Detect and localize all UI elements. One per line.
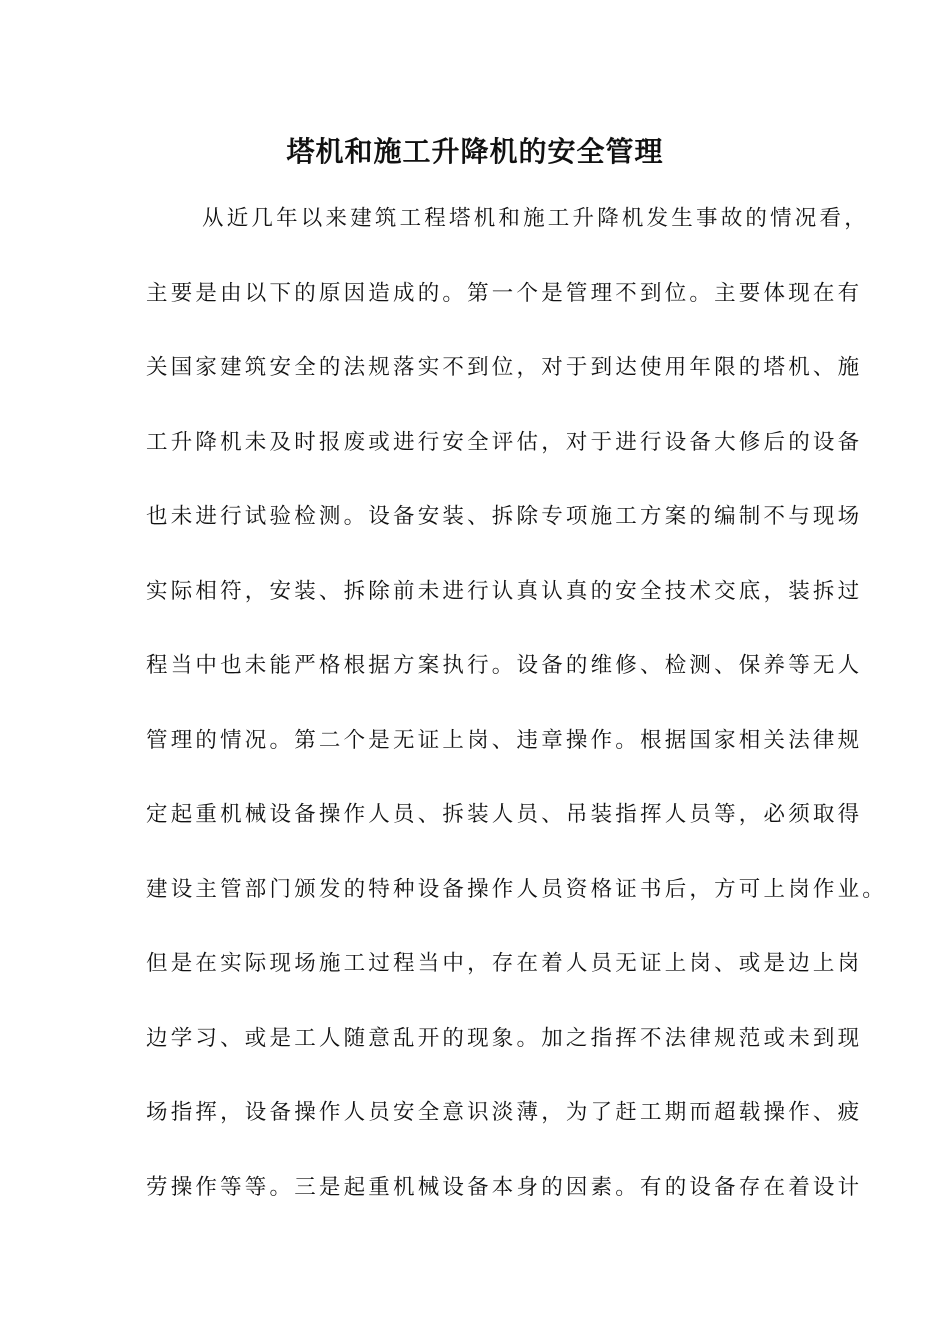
text-line: 定起重机械设备操作人员、拆装人员、吊装指挥人员等，必须取得 (146, 802, 863, 827)
page-title: 塔机和施工升降机的安全管理 (286, 135, 664, 168)
text-line: 管理的情况。第二个是无证上岗、违章操作。根据国家相关法律规 (146, 727, 863, 753)
body-paragraph (146, 195, 888, 1238)
text-line: 场指挥，设备操作人员安全意识淡薄，为了赶工期而超载操作、疲 (146, 1100, 863, 1125)
text-line: 关国家建筑安全的法规落实不到位，对于到达使用年限的塔机、施 (146, 355, 863, 380)
text-line: 程当中也未能严格根据方案执行。设备的维修、检测、保养等无人 (146, 653, 863, 678)
text-line: 但是在实际现场施工过程当中，存在着人员无证上岗、或是边上岗 (146, 951, 863, 976)
text-line: 建设主管部门颁发的特种设备操作人员资格证书后，方可上岗作业。 (146, 876, 888, 902)
text-line: 劳操作等等。三是起重机械设备本身的因素。有的设备存在着设计 (146, 1174, 863, 1200)
text-line: 实际相符，安装、拆除前未进行认真认真的安全技术交底，装拆过 (146, 578, 863, 604)
text-line: 从近几年以来建筑工程塔机和施工升降机发生事故的情况看， (202, 206, 869, 231)
text-line: 也未进行试验检测。设备安装、拆除专项施工方案的编制不与现场 (146, 504, 863, 529)
text-line: 主要是由以下的原因造成的。第一个是管理不到位。主要体现在有 (146, 280, 863, 306)
text-line: 工升降机未及时报废或进行安全评估，对于进行设备大修后的设备 (146, 429, 863, 455)
text-line: 边学习、或是工人随意乱开的现象。加之指挥不法律规范或未到现 (146, 1025, 863, 1051)
